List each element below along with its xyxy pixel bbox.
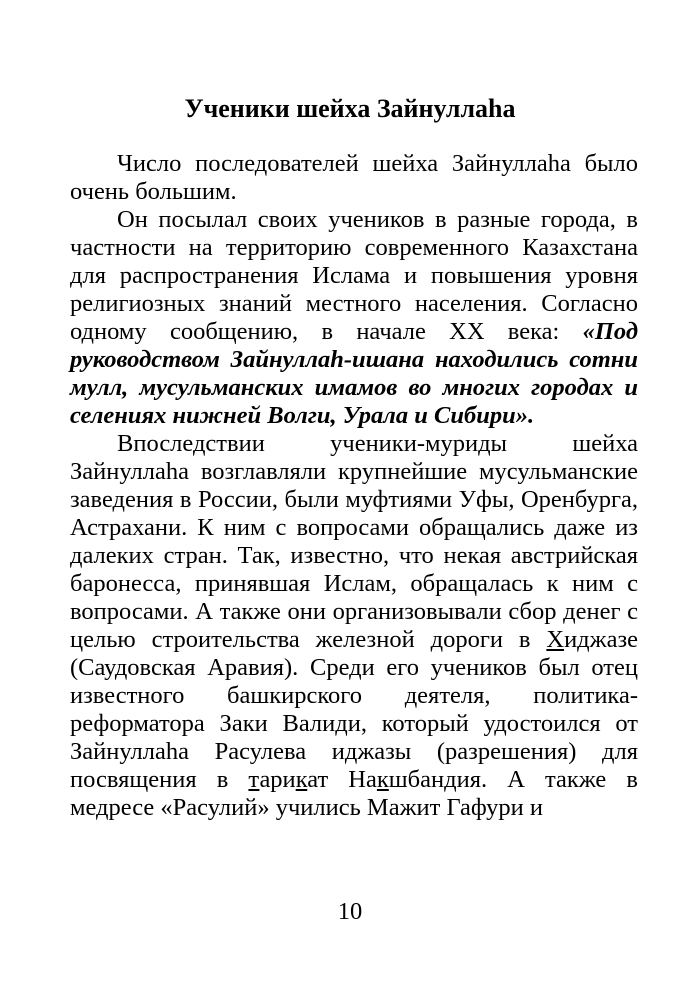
page-number: 10 bbox=[337, 898, 363, 925]
paragraph-1 bbox=[70, 150, 638, 206]
paragraph-3-part-3: ари bbox=[259, 766, 296, 793]
paragraph-2 bbox=[70, 206, 638, 430]
paragraph-3 bbox=[70, 430, 638, 822]
underlined-letter: Х bbox=[546, 626, 565, 653]
paragraph-1-text: Число последователей шейха Зайнуллаһа было очень большим. bbox=[70, 150, 638, 205]
paragraph-2-text: Он посылал своих учеников в разные города, в частности на территорию современного Казахстана для распространения Ислама и повышения уровня религиозных знаний местного населения. Согласно одному сообщению, в начале XX века: bbox=[70, 206, 638, 345]
underlined-letter: к bbox=[295, 766, 308, 793]
bold-italic-quote: «Под руководством Зайнуллаһ-ишана находились сотни мулл, мусульманских имамов во многих городах и селениях нижней Волги, Урала и Сибири». bbox=[70, 318, 638, 429]
paragraph-3-part-5: шбандия. А также в медресе «Расулий» учились Мажит Гафури и bbox=[70, 766, 638, 821]
paragraph-3-part-4: ат На bbox=[307, 766, 377, 793]
paragraph-3-part-2: иджазе (Саудовская Аравия). Среди его учеников был отец известного башкирского деятеля, политика-реформатора Заки Валиди, который удостоился от Зайнуллаһа Расулева иджазы (разрешения) для посвящения в bbox=[70, 626, 638, 793]
body-text bbox=[70, 150, 638, 822]
page-title: Ученики шейха Зайнуллаһа bbox=[184, 94, 516, 123]
underlined-letter: к bbox=[376, 766, 389, 793]
paragraph-3-part-1: Впоследствии ученики-муриды шейха Зайнуллаһа возглавляли крупнейшие мусульманские заведения в России, были муфтиями Уфы, Оренбурга, Астрахани. К ним с вопросами обращались даже из далеких стран. Так, известно, что некая австрийская баронесса, принявшая Ислам, обращалась к ним с вопросами. А также они организовывали сбор денег с целью строительства железной дороги в bbox=[70, 430, 638, 653]
underlined-letter: т bbox=[248, 766, 260, 793]
